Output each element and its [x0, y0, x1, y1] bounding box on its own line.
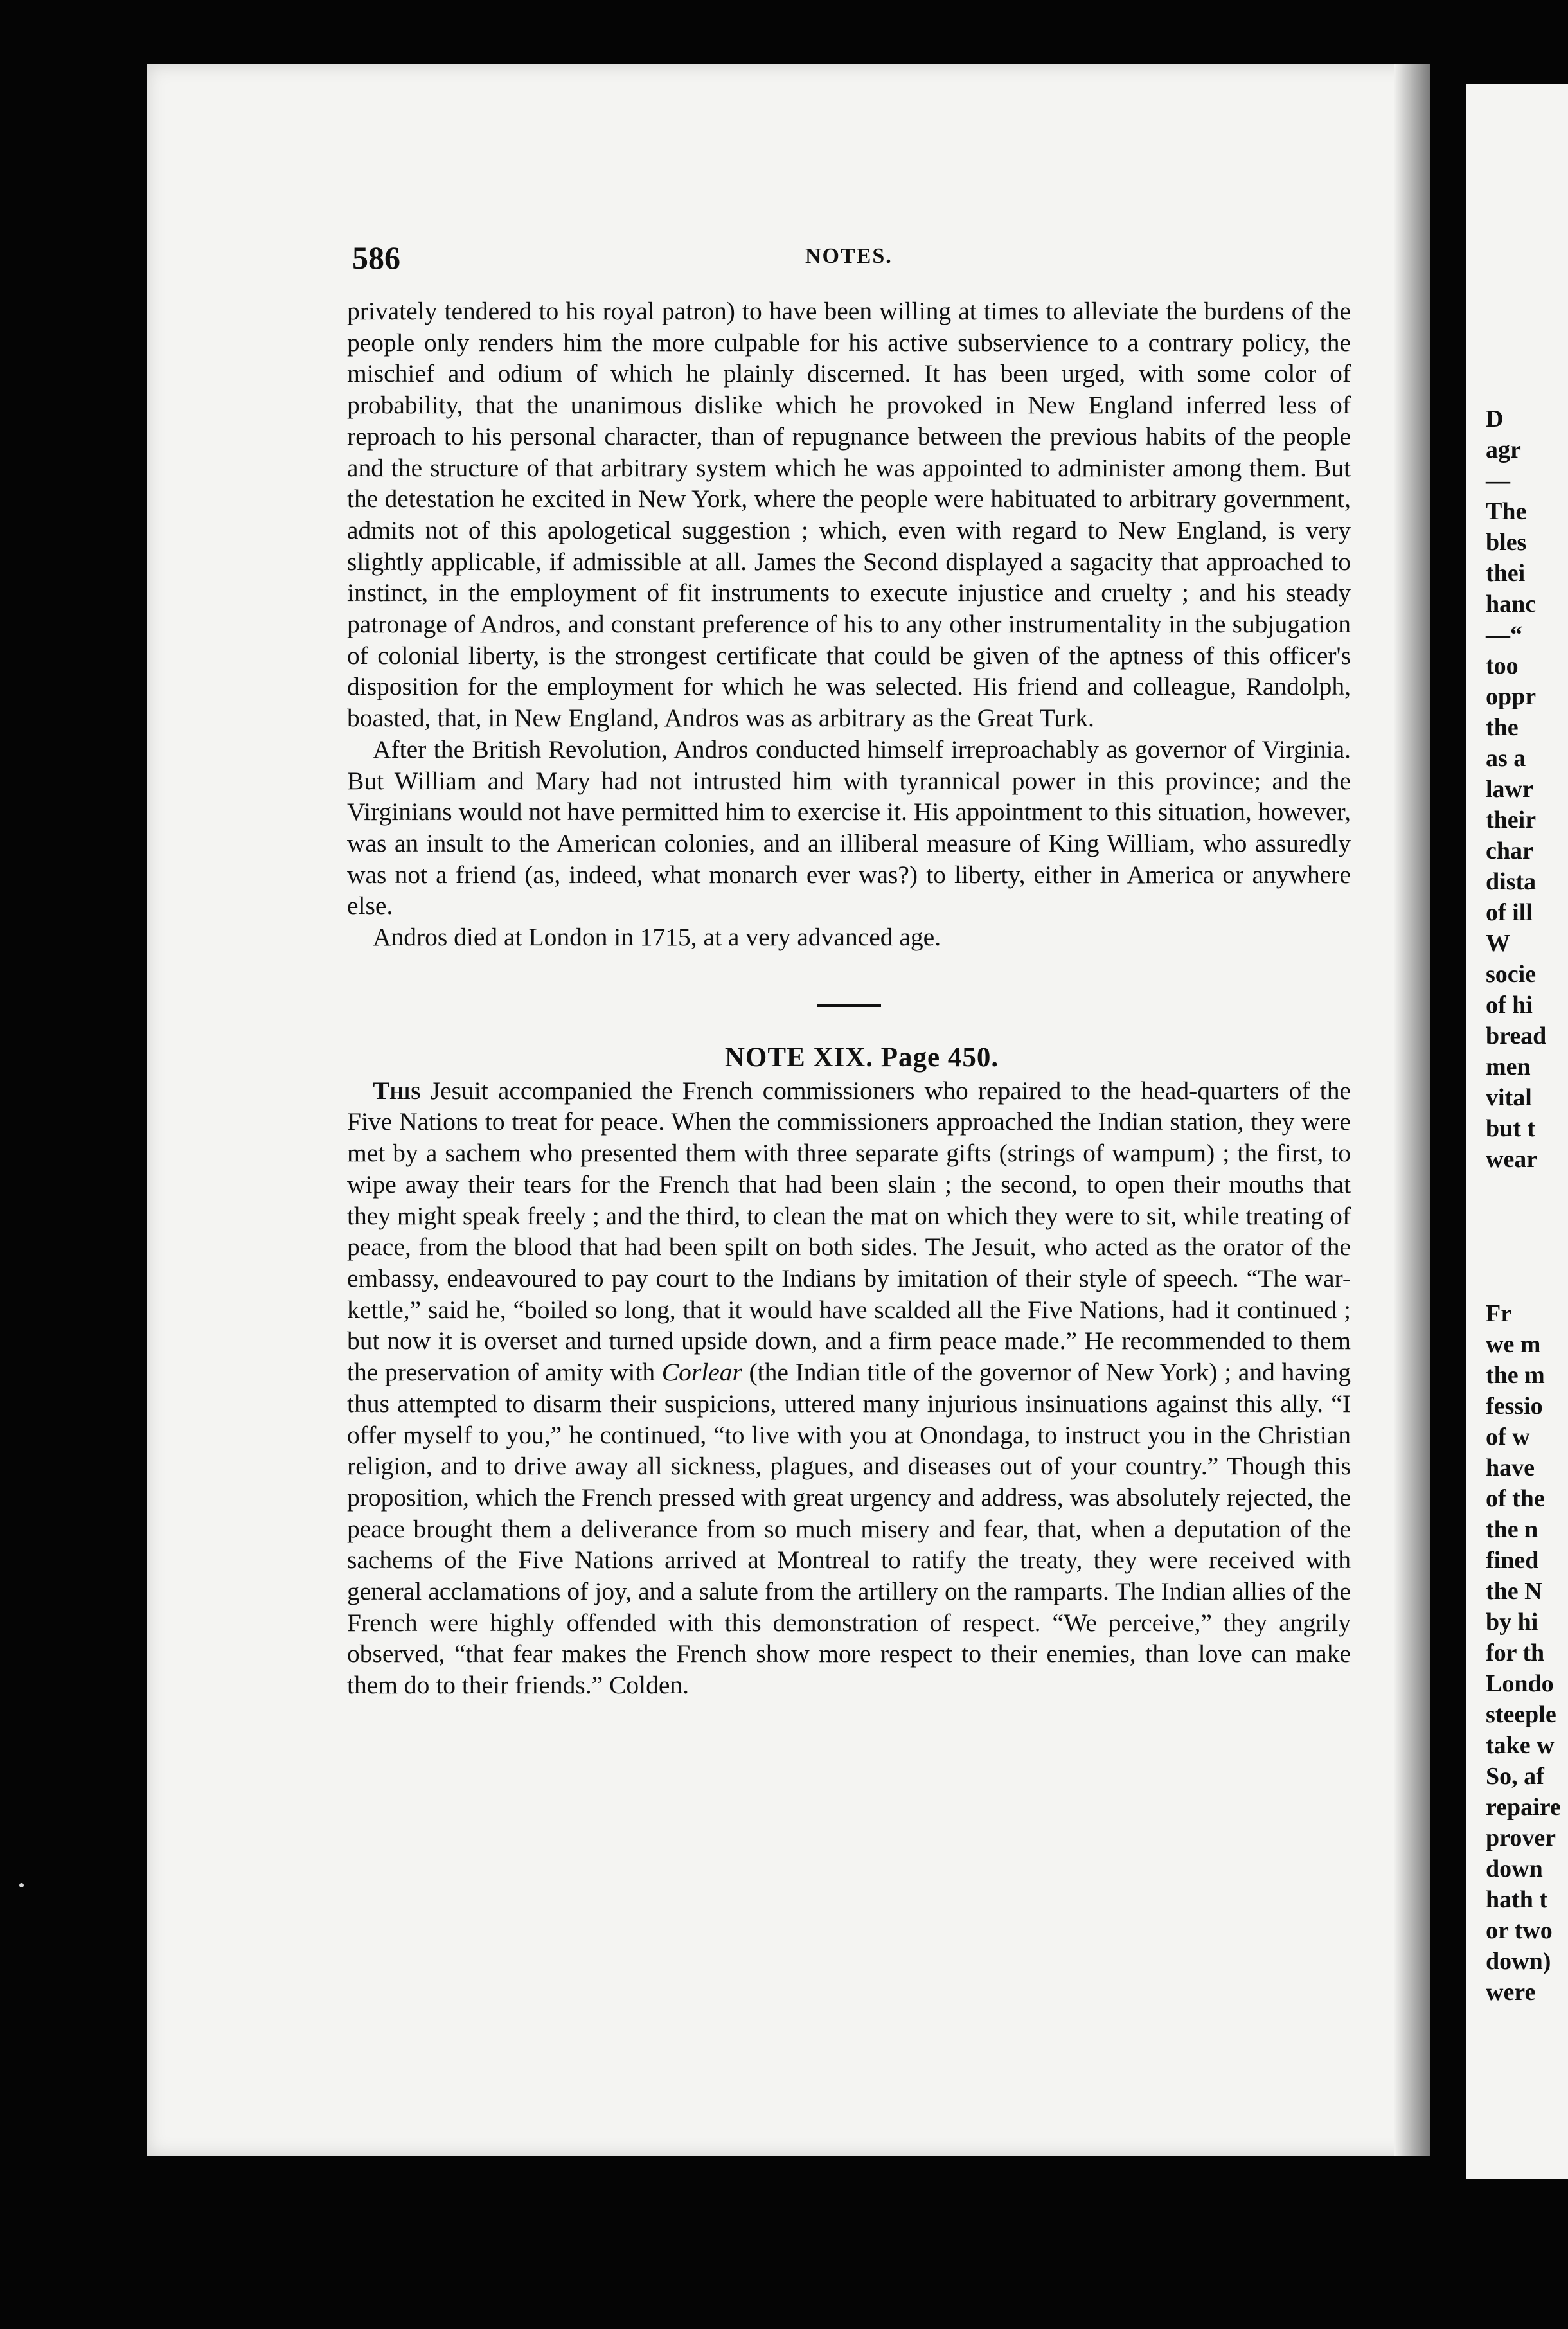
facing-page-line: —: [1486, 467, 1510, 494]
facing-page-line: their: [1486, 807, 1537, 834]
facing-page-line: take w: [1486, 1732, 1555, 1759]
facing-page-line: bread: [1486, 1022, 1547, 1049]
facing-page-line: of ill: [1486, 899, 1533, 926]
facing-page-line: have: [1486, 1454, 1535, 1481]
facing-page-line: [1486, 373, 1568, 404]
facing-page-line: dista: [1486, 868, 1537, 895]
facing-page-line: we m: [1486, 1331, 1541, 1358]
facing-page-line: lawr: [1486, 776, 1533, 803]
facing-page-line: vital: [1486, 1084, 1532, 1111]
facing-page-line: hanc: [1486, 591, 1537, 618]
facing-page-line: of w: [1486, 1423, 1530, 1450]
note-xix-italic-name: Corlear: [661, 1358, 742, 1387]
facing-page-line: as a: [1486, 745, 1526, 772]
notes-text-column: [347, 296, 1351, 1701]
facing-page-line: steeple: [1486, 1701, 1556, 1728]
facing-page-line: socie: [1486, 961, 1537, 988]
facing-page-line: fessio: [1486, 1393, 1543, 1420]
facing-page-line: of hi: [1486, 992, 1533, 1019]
facing-page-line: [1486, 1236, 1568, 1267]
facing-page-line: oppr: [1486, 683, 1537, 710]
note-xix-text-part-2: (the Indian title of the governor of New York) ; and having thus attempted to disarm their suspicions, uttered many injurious insinuations against this ally. “I offer myself to you,” he continued, “to live with you at Onondaga, to instruct you in the Christian religion, and to drive away all sickness, plagues, and diseases out of your country.” Though this proposition, which the French pressed with great urgency and address, was absolutely rejected, the peace brought them a deliverance from so much misery and fear, that, when a deputation of the sachems of the Five Nations arrived at Montreal to ratify the treaty, they were received with general acclamations of joy, and a salute from the artillery on the ramparts. The Indian allies of the French were highly offended with this demonstration of respect. “We perceive,” they angrily observed, “that fear makes the French show more respect to their enemies, than love can make them do to their friends.” Colden.: [347, 1358, 1351, 1700]
facing-page-line: for th: [1486, 1639, 1545, 1666]
facing-page-line: men: [1486, 1053, 1531, 1080]
facing-page-line: [1486, 1175, 1568, 1206]
facing-page-line: W: [1486, 930, 1510, 957]
note-xviii-paragraph-3: Andros died at London in 1715, at a very advanced age.: [373, 923, 941, 952]
note-xix-heading: NOTE XIX. Page 450.: [724, 1042, 999, 1073]
facing-page-line: thei: [1486, 560, 1526, 587]
facing-page-line: repaire: [1486, 1794, 1561, 1821]
facing-page-line: hath t: [1486, 1886, 1548, 1913]
facing-page-line: wear: [1486, 1146, 1538, 1173]
facing-page-line: by hi: [1486, 1609, 1538, 1636]
facing-page-line: the N: [1486, 1578, 1542, 1605]
running-title: NOTES.: [805, 244, 893, 268]
note-xviii-paragraph-1: privately tendered to his royal patron) to have been willing at times to alleviate the burdens of the people only renders him the more culpable for his active subservience to a contrary policy, the mischief and odium of which he plainly discerned. It has been urged, with some color of probability, that the unanimous dislike which he provoked in New England inferred less of reproach to his personal character, than of repugnance between the previous habits of the people and the structure of that arbitrary system which he was appointed to administer among them. But the detestation he excited in New York, where the people were habituated to arbitrary government, admits not of this apologetical suggestion ; which, even with regard to New England, is very slightly applicable, if admissible at all. James the Second displayed a sagacity that approached to instinct, in the employment of fit instruments to execute injustice and cruelty ; and his steady patronage of Andros, and constant preference of his to any other instrumentality in the subjugation of colonial liberty, is the strongest certificate that could be given of the aptness of this officer's disposition for the employment for which he was selected. His friend and colleague, Randolph, boasted, that, in New England, Andros was as arbitrary as the Great Turk.: [347, 297, 1351, 733]
facing-page-line: So, af: [1486, 1763, 1544, 1790]
note-xviii-paragraph-2: After the British Revolution, Andros conducted himself irreproachably as governor of Virginia. But William and Mary had not intrusted him with tyrannical power in this province; and the Virginians would not have permitted him to exercise it. His appointment to this situation, however, was an insult to the American colonies, and an illiberal measure of King William, who assuredly was not a friend (as, indeed, what monarch ever was?) to liberty, either in America or anywhere else.: [347, 735, 1351, 920]
facing-page-line: but t: [1486, 1115, 1536, 1142]
facing-page-line: [1486, 1267, 1568, 1298]
facing-page-text-fragments: [1486, 373, 1568, 2008]
page-gutter-shadow: [1394, 64, 1430, 2156]
facing-page-line: or two: [1486, 1917, 1553, 1944]
facing-page-line: the m: [1486, 1362, 1545, 1389]
facing-page-line: Londo: [1486, 1670, 1554, 1697]
note-xix-lead-word: This: [373, 1076, 421, 1105]
facing-page-edge: [1466, 84, 1568, 2179]
facing-page-line: char: [1486, 837, 1533, 864]
facing-page-line: too: [1486, 652, 1519, 679]
facing-page-line: The: [1486, 498, 1527, 525]
scan-speck: [19, 1883, 24, 1887]
facing-page-line: fined: [1486, 1547, 1539, 1574]
facing-page-line: [1486, 1206, 1568, 1236]
section-divider-rule: [817, 1004, 881, 1007]
facing-page-line: agr: [1486, 436, 1521, 463]
facing-page-line: of the: [1486, 1485, 1545, 1512]
facing-page-line: Fr: [1486, 1300, 1512, 1327]
note-xix-text-part-1: Jesuit accompanied the French commissioners who repaired to the head-quarters of the Five Nations to treat for peace. When the commissioners approached the Indian station, they were met by a sachem who presented them with three separate gifts (strings of wampum) ; the first, to wipe away their tears for the French that had been slain ; the second, to open their mouths that they might speak freely ; and the third, to clean the mat on which they were to sit, while treating of peace, from the blood that had been spilt on both sides. The Jesuit, who acted as the orator of the embassy, endeavoured to pay court to the Indians by imitation of their style of speech. “The war-kettle,” said he, “boiled so long, that it would have scalded all the Five Nations, had it continued ; but now it is overset and turned upside down, and a firm peace made.” He recommended to them the preservation of amity with: [347, 1076, 1351, 1387]
note-xix-paragraph: [347, 1075, 1351, 1701]
facing-page-line: —“: [1486, 621, 1522, 648]
facing-page-line: D: [1486, 406, 1504, 433]
facing-page-line: prover: [1486, 1825, 1556, 1852]
page-number: 586: [352, 240, 400, 276]
facing-page-line: the: [1486, 714, 1519, 741]
facing-page-line: down): [1486, 1948, 1551, 1975]
facing-page-line: down: [1486, 1855, 1543, 1882]
facing-page-line: the n: [1486, 1516, 1538, 1543]
facing-page-line: bles: [1486, 529, 1527, 556]
facing-page-line: were: [1486, 1979, 1536, 2006]
